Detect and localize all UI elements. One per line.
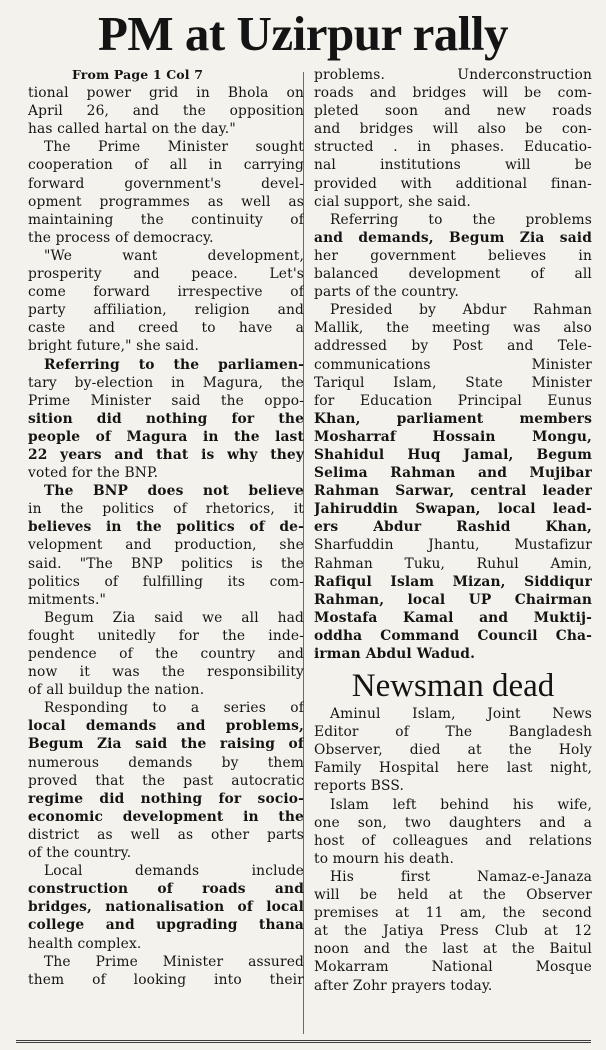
sidebar-line: at the Jatiya Press Club at 12: [314, 923, 592, 940]
article-line: Mostafa Kamal and Muktij-: [314, 609, 592, 626]
sidebar-line: reports BSS.: [314, 778, 404, 795]
article-line: cooperation of all in carrying: [28, 157, 304, 174]
article-line: nal institutions will be: [314, 157, 592, 174]
sidebar-line: Family Hospital here last night,: [314, 760, 592, 777]
article-line: opment programmes as well as: [28, 193, 304, 210]
article-line: addressed by Post and Tele-: [314, 338, 592, 355]
article-line: Rafiqul Islam Mizan, Siddiqur: [314, 573, 592, 590]
article-line: tional power grid in Bhola on: [28, 85, 304, 102]
article-line: the process of democracy.: [28, 229, 214, 246]
sidebar-line: after Zohr prayers today.: [314, 977, 493, 994]
article-line: party affiliation, religion and: [28, 302, 304, 319]
article-line: problems. Underconstruction: [314, 67, 592, 83]
article-line: Begum Zia said the raising of: [28, 736, 304, 753]
article-line: Rahman, local UP Chairman: [314, 591, 592, 608]
article-line: Presided by Abdur Rahman: [330, 302, 592, 319]
article-line: forward government's devel-: [28, 175, 304, 192]
article-line: Khan, parliament members: [314, 410, 592, 427]
article-line: Begum Zia said we all had: [44, 609, 304, 626]
sidebar-line: one son, two daughters and a: [314, 814, 592, 831]
article-line: has called hartal on the day.": [28, 121, 236, 138]
article-line: tary by-election in Magura, the: [28, 374, 304, 391]
right-column: [314, 66, 592, 995]
sidebar-line: to mourn his death.: [314, 850, 455, 867]
article-line: politics of fulfilling its com-: [28, 573, 304, 590]
article-line: Sharfuddin Jhantu, Mustafizur: [314, 537, 592, 554]
article-line: April 26, and the opposition: [28, 103, 304, 120]
article-line: Mosharraf Hossain Mongu,: [314, 428, 592, 445]
article-line: prosperity and peace. Let's: [28, 266, 304, 283]
article-line: people of Magura in the last: [28, 428, 304, 445]
article-line: economic development in the: [28, 808, 304, 825]
sidebar-line: will be held at the Observer: [314, 887, 592, 904]
article-line: them of looking into their: [28, 971, 304, 988]
sidebar-line: noon and the last at the Baitul: [314, 941, 592, 958]
sidebar-line: Mokarram National Mosque: [314, 959, 592, 976]
article-line: oddha Command Council Cha-: [314, 627, 592, 644]
article-line: pendence of the country and: [28, 646, 304, 662]
article-line: Mallik, the meeting was also: [314, 320, 592, 337]
article-line: of the country.: [28, 845, 132, 862]
article-line: college and upgrading thana: [28, 917, 304, 934]
article-line: balanced development of all: [314, 266, 592, 283]
article-line: roads and bridges will be com-: [314, 85, 592, 102]
article-line: The BNP does not believe: [44, 483, 304, 500]
article-line: said. "The BNP politics is the: [28, 555, 304, 572]
article-line: caste and creed to have a: [28, 320, 304, 337]
article-line: Tariqul Islam, State Minister: [314, 374, 592, 391]
article-line: voted for the BNP.: [28, 465, 159, 482]
article-line: of all buildup the nation.: [28, 682, 205, 699]
article-line: her government believes in: [314, 247, 592, 264]
continuation-credit: From Page 1 Col 7: [72, 67, 204, 82]
article-line: in the politics of rhetorics, it: [28, 501, 304, 518]
sidebar-line: Editor of The Bangladesh: [314, 724, 592, 741]
article-line: come forward irrespective of: [28, 284, 304, 301]
article-line: velopment and production, she: [28, 537, 304, 554]
article-line: parts of the country.: [314, 284, 459, 301]
article-line: Referring to the problems: [330, 211, 592, 228]
article-line: Prime Minister said the oppo-: [28, 392, 304, 409]
article-line: provided with additional finan-: [314, 175, 592, 192]
article-line: "We want development,: [44, 247, 304, 264]
article-line: cial support, she said.: [314, 193, 471, 210]
left-column: [28, 66, 304, 989]
article-line: The Prime Minister assured: [44, 953, 304, 970]
article-line: Referring to the parliamen-: [44, 356, 304, 373]
article-line: Rahman Sarwar, central leader: [314, 483, 592, 500]
article-line: Jahiruddin Swapan, local lead-: [314, 501, 592, 518]
sidebar-line: premises at 11 am, the second: [314, 905, 592, 922]
article-line: local demands and problems,: [28, 718, 304, 735]
article-line: regime did nothing for socio-: [28, 790, 304, 807]
article-line: ers Abdur Rashid Khan,: [314, 519, 592, 536]
article-line: construction of roads and: [28, 881, 304, 898]
article-line: and demands, Begum Zia said: [314, 229, 592, 246]
article-line: fought unitedly for the inde-: [28, 627, 304, 644]
article-line: now it was the responsibility: [28, 664, 304, 681]
article-line: believes in the politics of de-: [28, 519, 304, 536]
article-line: communications Minister: [314, 356, 592, 373]
article-line: 22 years and that is why they: [28, 446, 304, 463]
article-line: Shahidul Huq Jamal, Begum: [314, 446, 592, 463]
sidebar-line: His first Namaz-e-Janaza: [330, 868, 592, 885]
article-line: mitments.": [28, 591, 107, 608]
article-line: Local demands include: [44, 863, 304, 880]
sidebar-line: Aminul Islam, Joint News: [330, 706, 592, 723]
article-line: Rahman Tuku, Ruhul Amin,: [314, 555, 592, 572]
article-line: district as well as other parts: [28, 826, 304, 843]
article-line: and bridges will also be con-: [314, 121, 592, 138]
bottom-border: [16, 1040, 591, 1049]
sidebar-headline: Newsman dead: [351, 668, 555, 705]
article-line: health complex.: [28, 935, 142, 952]
article-line: bright future," she said.: [28, 338, 199, 355]
article-line: sition did nothing for the: [28, 410, 304, 427]
article-line: for Education Principal Eunus: [314, 392, 592, 409]
sidebar-line: Islam left behind his wife,: [330, 796, 592, 813]
sidebar-line: Observer, died at the Holy: [314, 742, 592, 759]
sidebar-line: host of colleagues and relations: [314, 832, 592, 849]
article-line: Selima Rahman and Mujibar: [314, 465, 592, 482]
article-line: The Prime Minister sought: [44, 139, 304, 156]
article-line: proved that the past autocratic: [28, 772, 304, 789]
headline: PM at Uzirpur rally: [97, 6, 509, 61]
article-line: pleted soon and new roads: [314, 103, 592, 120]
article-line: structed . in phases. Educatio-: [314, 139, 592, 156]
article-line: Responding to a series of: [44, 700, 304, 717]
article-line: maintaining the continuity of: [28, 211, 304, 228]
article-line: irman Abdul Wadud.: [314, 646, 476, 662]
article-line: numerous demands by them: [28, 754, 304, 771]
article-line: bridges, nationalisation of local: [28, 899, 304, 916]
